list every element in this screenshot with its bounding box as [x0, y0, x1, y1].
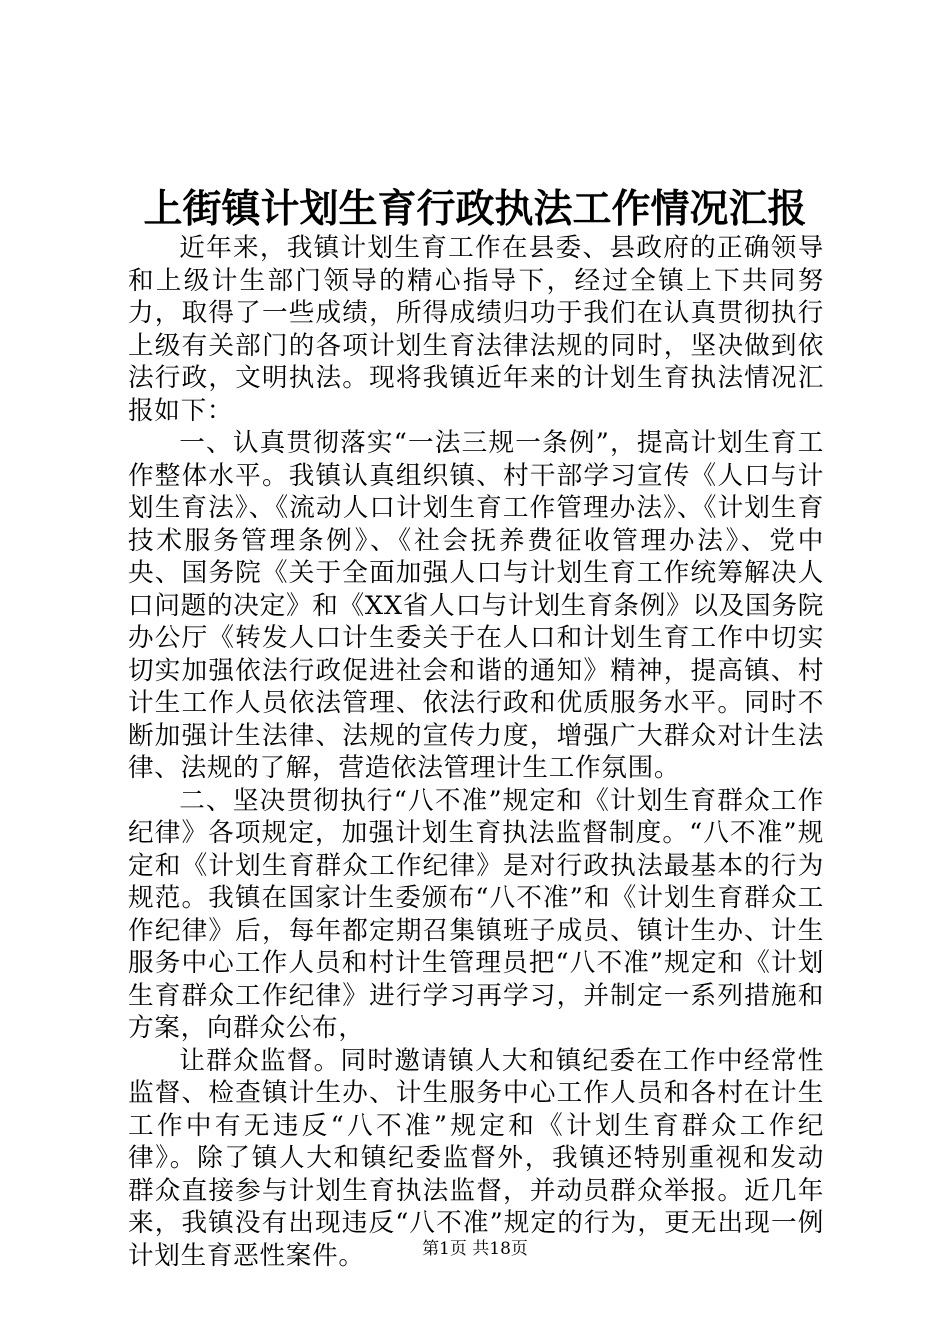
document-body	[128, 232, 824, 1272]
paragraph-supervision: 让群众监督。同时邀请镇人大和镇纪委在工作中经常性监督、检查镇计生办、计生服务中心工作人员和各村在计生工作中有无违反“八不准”规定和《计划生育群众工作纪律》。除了镇人大和镇纪委监督外，我镇还特别重视和发动群众直接参与计划生育执法监督，并动员群众举报。近几年来，我镇没有出现违反“八不准”规定的行为，更无出现一例计划生育恶性案件。	[128, 1045, 824, 1271]
page-number-footer: 第1页 共18页	[422, 1239, 528, 1259]
paragraph-intro: 近年来，我镇计划生育工作在县委、县政府的正确领导和上级计生部门领导的精心指导下，经过全镇上下共同努力，取得了一些成绩，所得成绩归功于我们在认真贯彻执行上级有关部门的各项计划生育法律法规的同时，坚决做到依法行政，文明执法。现将我镇近年来的计划生育执法情况汇报如下：	[128, 233, 824, 426]
document-title: 上街镇计划生育行政执法工作情况汇报	[143, 186, 807, 232]
paragraph-section-two: 二、坚决贯彻执行“八不准”规定和《计划生育群众工作纪律》各项规定，加强计划生育执法监督制度。“八不准”规定和《计划生育群众工作纪律》是对行政执法最基本的行为规范。我镇在国家计生委颁布“八不准”和《计划生育群众工作纪律》后，每年都定期召集镇班子成员、镇计生办、计生服务中心工作人员和村计生管理员把“八不准”规定和《计划生育群众工作纪律》进行学习再学习，并制定一系列措施和方案，向群众公布，	[128, 785, 824, 1043]
paragraph-section-one: 一、认真贯彻落实“一法三规一条例”，提高计划生育工作整体水平。我镇认真组织镇、村干部学习宣传《人口与计划生育法》、《流动人口计划生育工作管理办法》、《计划生育技术服务管理条例》、《社会抚养费征收管理办法》、党中央、国务院《关于全面加强人口与计划生育工作统筹解决人口问题的决定》和《XX省人口与计划生育条例》以及国务院办公厅《转发人口计生委关于在人口和计划生育工作中切实切实加强依法行政促进社会和谐的通知》精神，提高镇、村计生工作人员依法管理、依法行政和优质服务水平。同时不断加强计生法律、法规的宣传力度，增强广大群众对计生法律、法规的了解，营造依法管理计生工作氛围。	[128, 428, 824, 783]
